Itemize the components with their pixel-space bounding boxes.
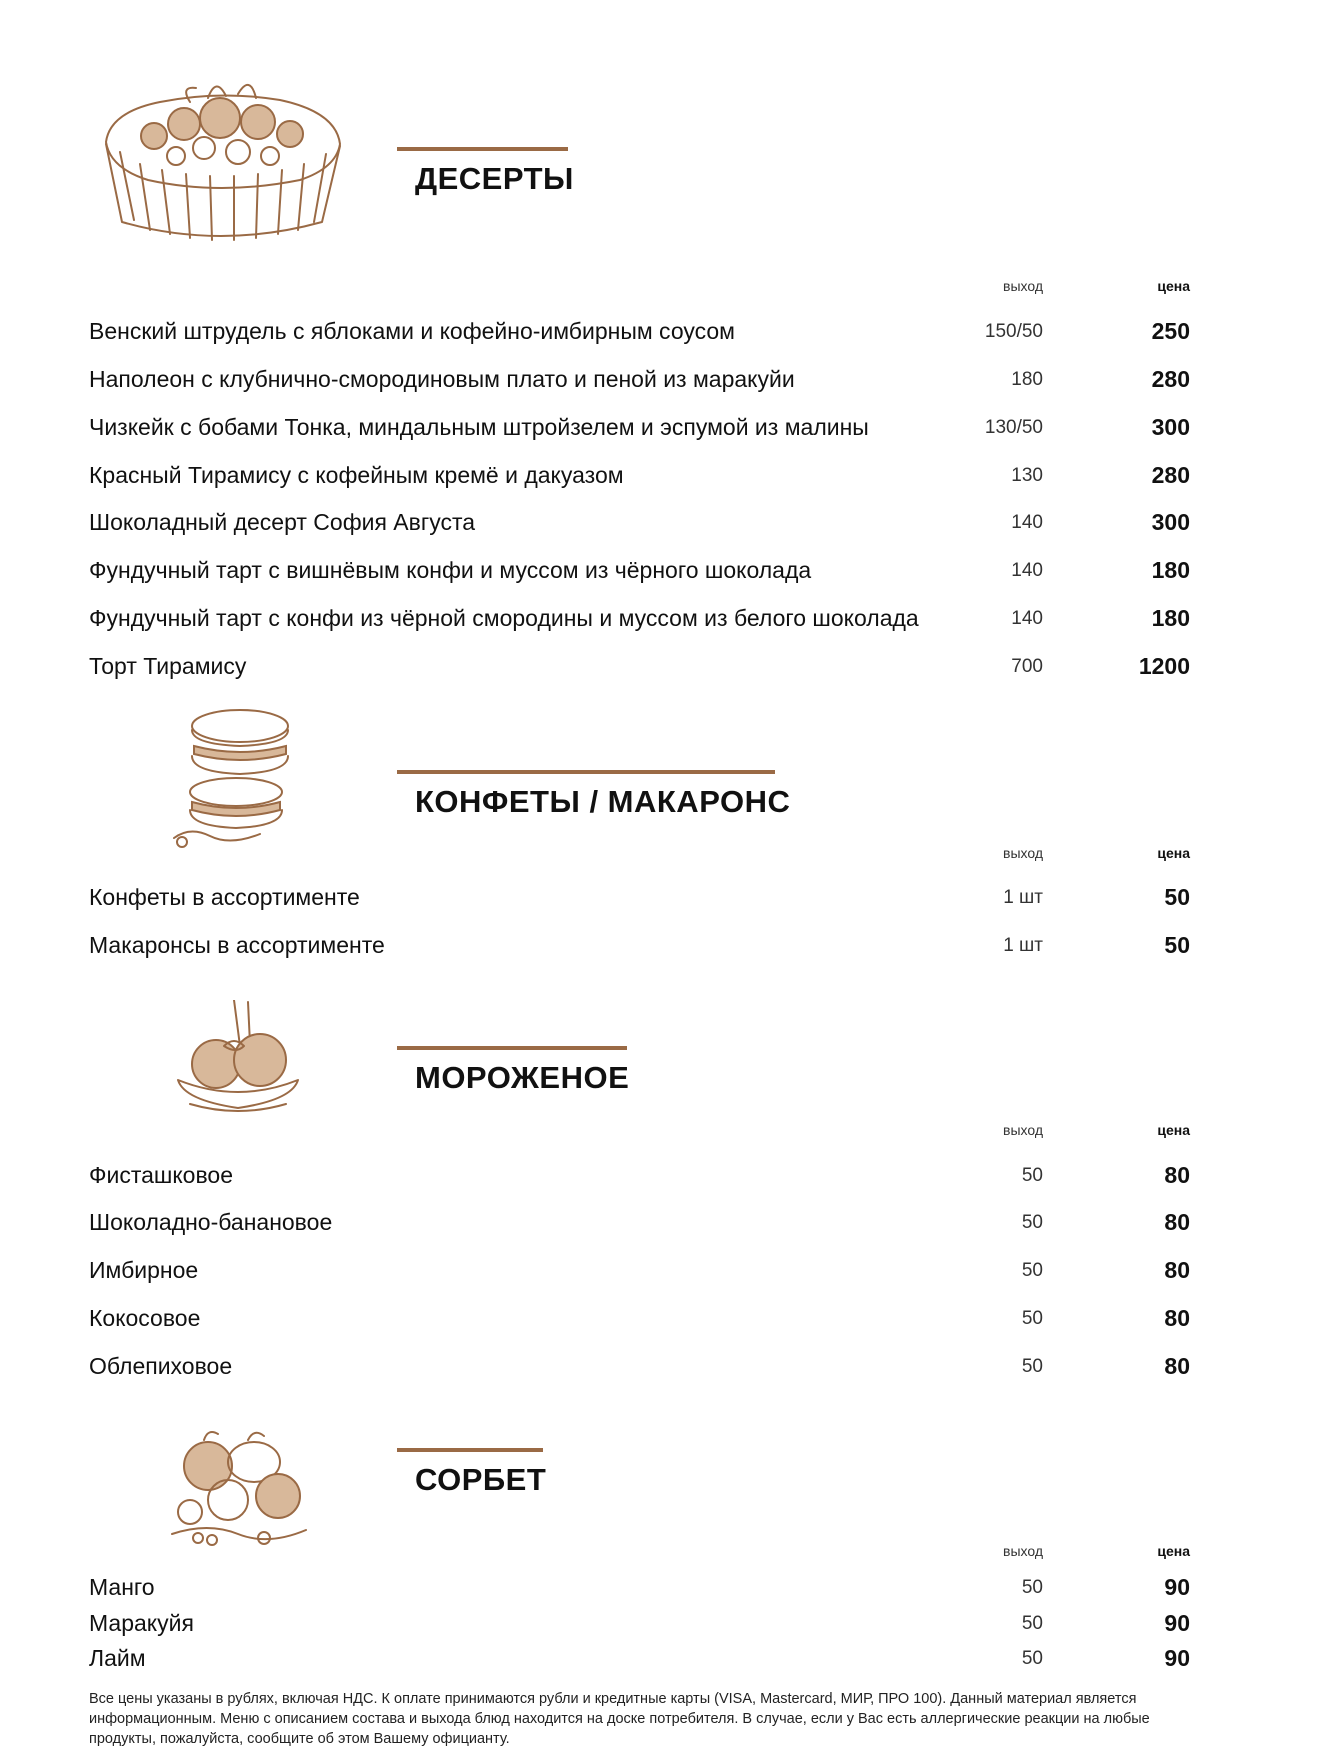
item-yield: 140 xyxy=(1011,608,1043,629)
item-name: Чизкейк с бобами Тонка, миндальным штройзелем и эспумой из малины xyxy=(89,414,869,440)
item-name: Кокосовое xyxy=(89,1305,201,1331)
tart-illustration xyxy=(100,72,346,250)
item-price: 180 xyxy=(1151,557,1190,583)
item-price: 250 xyxy=(1151,318,1190,344)
menu-item xyxy=(0,1610,1319,1640)
item-price: 90 xyxy=(1164,1645,1190,1671)
yield-header: выход xyxy=(1003,1122,1043,1138)
item-price: 80 xyxy=(1164,1209,1190,1235)
section-title-sorbet xyxy=(397,1448,546,1498)
menu-item xyxy=(0,1645,1319,1675)
item-yield: 1 шт xyxy=(1003,887,1043,908)
item-yield: 1 шт xyxy=(1003,935,1043,956)
item-yield: 130 xyxy=(1011,465,1043,486)
menu-item xyxy=(0,1305,1319,1335)
section-title-bar xyxy=(397,147,568,151)
item-yield: 50 xyxy=(1021,1613,1043,1634)
item-name: Маракуйя xyxy=(89,1610,194,1636)
ice-cream-illustration xyxy=(174,1000,302,1118)
price-header: цена xyxy=(1157,1122,1190,1138)
menu-item xyxy=(0,366,1319,396)
item-yield: 180 xyxy=(1011,369,1043,390)
column-headers xyxy=(0,1122,1319,1142)
menu-item xyxy=(0,509,1319,539)
item-yield: 50 xyxy=(1021,1648,1043,1669)
item-price: 50 xyxy=(1164,932,1190,958)
menu-item xyxy=(0,1574,1319,1604)
item-yield: 50 xyxy=(1021,1356,1043,1377)
menu-item xyxy=(0,605,1319,635)
item-name: Фисташковое xyxy=(89,1162,234,1188)
item-price: 90 xyxy=(1164,1610,1190,1636)
item-name: Имбирное xyxy=(89,1257,199,1283)
column-headers xyxy=(0,845,1319,865)
section-title-text: СОРБЕТ xyxy=(415,1462,547,1497)
item-yield: 50 xyxy=(1021,1308,1043,1329)
yield-header: выход xyxy=(1003,278,1043,294)
section-title-candies-macarons xyxy=(397,770,790,820)
item-price: 90 xyxy=(1164,1574,1190,1600)
yield-header: выход xyxy=(1003,1543,1043,1559)
item-price: 1200 xyxy=(1138,653,1190,679)
item-name: Торт Тирамису xyxy=(89,653,247,679)
section-title-ice-cream xyxy=(397,1046,629,1096)
item-name: Венский штрудель с яблоками и кофейно-имбирным соусом xyxy=(89,318,735,344)
item-yield: 150/50 xyxy=(984,321,1043,342)
item-name: Фундучный тарт с вишнёвым конфи и муссом из чёрного шоколада xyxy=(89,557,812,583)
item-price: 80 xyxy=(1164,1257,1190,1283)
item-price: 280 xyxy=(1151,462,1190,488)
item-name: Шоколадно-банановое xyxy=(89,1209,333,1235)
price-header: цена xyxy=(1157,1543,1190,1559)
menu-item xyxy=(0,1162,1319,1192)
section-title-text: ДЕСЕРТЫ xyxy=(415,161,574,196)
column-headers xyxy=(0,278,1319,298)
item-price: 80 xyxy=(1164,1162,1190,1188)
item-yield: 130/50 xyxy=(984,417,1043,438)
macarons-illustration xyxy=(170,706,296,852)
footer-disclaimer: Все цены указаны в рублях, включая НДС. К оплате принимаются рубли и кредитные карты (VISA, Mastercard, МИР, ПРО 100). Данный материал является информационным. Меню с описанием состава и выхода блюд находится на доске потребителя. В случае, если у Вас есть аллергические реакции на любые продукты, пожалуйста, сообщите об этом Вашему официанту. xyxy=(89,1691,1150,1747)
item-price: 300 xyxy=(1151,414,1190,440)
fruits-illustration xyxy=(168,1426,312,1548)
item-price: 80 xyxy=(1164,1353,1190,1379)
item-price: 80 xyxy=(1164,1305,1190,1331)
menu-item xyxy=(0,1209,1319,1239)
menu-item xyxy=(0,557,1319,587)
yield-header: выход xyxy=(1003,845,1043,861)
section-title-desserts xyxy=(397,147,574,197)
item-yield: 50 xyxy=(1021,1260,1043,1281)
item-name: Фундучный тарт с конфи из чёрной смородины и муссом из белого шоколада xyxy=(89,605,919,631)
item-name: Макаронсы в ассортименте xyxy=(89,932,385,958)
item-yield: 140 xyxy=(1011,512,1043,533)
item-name: Лайм xyxy=(89,1645,146,1671)
item-price: 180 xyxy=(1151,605,1190,631)
section-title-bar xyxy=(397,1046,627,1050)
section-title-bar xyxy=(397,1448,543,1452)
item-price: 280 xyxy=(1151,366,1190,392)
item-yield: 50 xyxy=(1021,1165,1043,1186)
section-title-bar xyxy=(397,770,775,774)
item-price: 300 xyxy=(1151,509,1190,535)
section-title-text: КОНФЕТЫ / МАКАРОНС xyxy=(415,784,791,819)
column-headers xyxy=(0,1543,1319,1563)
item-name: Манго xyxy=(89,1574,155,1600)
menu-item xyxy=(0,1353,1319,1383)
menu-item xyxy=(0,462,1319,492)
price-header: цена xyxy=(1157,845,1190,861)
item-name: Красный Тирамису с кофейным кремё и дакуазом xyxy=(89,462,624,488)
item-name: Облепиховое xyxy=(89,1353,233,1379)
menu-item xyxy=(0,653,1319,683)
item-yield: 50 xyxy=(1021,1212,1043,1233)
price-header: цена xyxy=(1157,278,1190,294)
item-price: 50 xyxy=(1164,884,1190,910)
menu-item xyxy=(0,414,1319,444)
item-name: Конфеты в ассортименте xyxy=(89,884,360,910)
section-title-text: МОРОЖЕНОЕ xyxy=(415,1060,630,1095)
item-yield: 140 xyxy=(1011,560,1043,581)
item-yield: 50 xyxy=(1021,1577,1043,1598)
menu-item xyxy=(0,318,1319,348)
item-name: Шоколадный десерт София Августа xyxy=(89,509,476,535)
item-name: Наполеон с клубнично-смородиновым плато и пеной из маракуйи xyxy=(89,366,795,392)
item-yield: 700 xyxy=(1011,656,1043,677)
menu-item xyxy=(0,1257,1319,1287)
menu-item xyxy=(0,932,1319,962)
menu-item xyxy=(0,884,1319,914)
